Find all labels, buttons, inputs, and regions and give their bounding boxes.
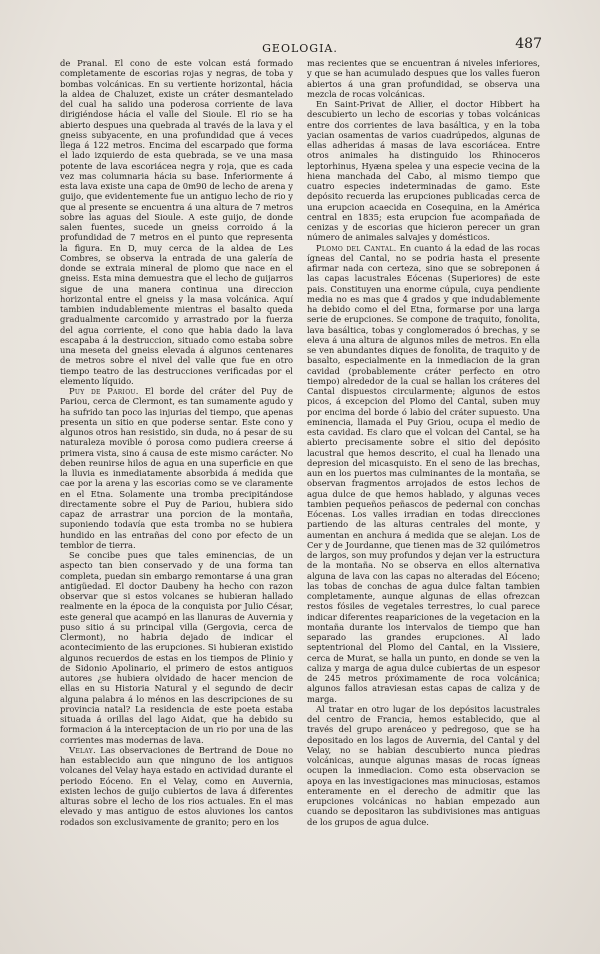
paragraph-text: El borde del cráter del Puy de Pariou, cerca de Clermont, es tan sumamente agudo y ha sufrido tan poco las injurias del tiempo, que apenas presenta un sitio en que poderse sentar. Este cono y algunos otros han resistido, sin duda, no á pesar de su naturaleza movible ó porosa como pudiera creerse á primera vista, sino á causa de este mismo carácter. No deben reunirse hilos de agua en una superficie en que la lluvia es inmediatamente absorbida á medida que cae por la arena y las escorias como se ve claramente en el Etna. Solamente una tromba precipitándose directamente sobre el Puy de Pariou, hubiera sido capaz de arrastrar una porcion de la montaña, suponiendo todavía que esta tromba no se hubiera hundido en las entrañas del cono por efecto de un temblor de tierra. [60,386,293,550]
page-number: 487 [515,36,542,52]
paragraph [60,550,293,745]
paragraph [307,704,540,827]
section-lead: Plomo del Cantal. [316,242,397,253]
section-lead: Velay. [69,744,96,755]
paragraph [307,58,540,99]
paragraph [307,243,540,704]
paragraph [60,58,293,386]
paragraph-text: Al tratar en otro lugar de los depósitos lacustrales del centro de Francia, hemos establecido, que al través del grupo arenáceo y pedregoso, que se ha depositado en los lagos de Auvernia, del Cantal y del Velay, no se habian descubierto nunca piedras volcánicas, aunque algunas masas de rocas ígneas ocupen la inmediacion. Como esta observacion se apoya en las investigaciones mas minuciosas, estamos enteramente en el derecho de admitir que las erupciones volcánicas no habian empezado aun cuando se depositaron las subdivisiones mas antiguas de los grupos de agua dulce. [307,703,540,827]
page-header [0,36,600,56]
paragraph-text: mas recientes que se encuentran á niveles inferiores, y que se han acumulado despues que los valles fueron abiertos á una gran profundidad, se observa una mezcla de rocas volcánicas. [307,58,540,99]
section-lead: Puy de Pariou. [69,386,139,396]
paragraph-text: Se concibe pues que tales eminencias, de un aspecto tan bien conservado y de una forma tan completa, puedan sin embargo remontarse á una gran antigüedad. El doctor Daubeny ha hecho con razon observar que si estos volcanes se hubieran hallado realmente en la época de la conquista por Julio César, este general que acampó en las llanuras de Auvernia y puso sitio á su principal villa (Gergovia, cerca de Clermont), no habria dejado de indicar el acontecimiento de las erupciones. Si hubieran existido algunos recuerdos de estas en los tiempos de Plinio y de Sidonio Apolinario, el primero de estos antiguos autores ¿se hubiera olvidado de hacer mencion de ellas en su Historia Natural y el segundo de decir alguna palabra á lo ménos en las descripciones de su provincia natal? La residencia de este poeta estaba situada á orillas del lago Aidat, que ha debido su formacion á la interceptacion de un rio por una de las corrientes mas modernas de lava. [60,550,293,745]
paragraph-text: En Saint-Privat de Allier, el doctor Hibbert ha descubierto un lecho de escorias y tobas volcánicas entre dos corrientes de lava basáltica, y en la toba yacian osamentas de varios cuadrúpedos, algunas de ellas adheridas á masas de lava escoriácea. Entre otros animales ha distinguido los Rhinoceros leptorhinus, Hyæna spelea y una especie vecina de la hiena manchada del Cabo, al mismo tiempo que cuatro especies indeterminadas de gamo. Este depósito recuerda las erupciones publicadas cerca de una erupcion acaecida en Cosequina, en la América central en 1835; esta erupcion fue acompañada de cenizas y de escorias que hicieron perecer un gran número de animales salvajes y domésticos. [307,99,540,243]
paragraph [307,99,540,243]
right-column [307,58,540,940]
paragraph-text: En cuanto á la edad de las rocas ígneas del Cantal, no se podria hasta el presente afirmar nada con certeza, sino que se sobreponen á las capas lacustrales Eócenas (Superiores) de este pais. Constituyen una enorme cúpula, cuya pendiente media no es mas que 4 grados y que indudablemente ha debido como el del Etna, formarse por una larga serie de erupciones. Se compone de traquito, fonolita, lava basáltica, tobas y conglomerados ó brechas, y se eleva á una altura de algunos miles de metros. En ella se ven abundantes diques de fonolita, de traquito y de basalto, especialmente en la inmediacion de la gran cavidad (probablemente cráter perfecto en otro tiempo) alrededor de la cual se hallan los cráteres del Cantal dispuestos circularmente; algunos de estos picos, á excepcion del Plomo del Cantal, suben muy por encima del borde ó labio del cráter supuesto. Una eminencia, llamada el Puy Griou, ocupa el medio de esta cavidad. Es claro que el volcan del Cantal, se ha abierto precisamente sobre el sitio del depósito lacustral que hemos descrito, el cual ha llenado una depresion del micasquisto. En el seno de las brechas, aun en los puertos mas culminantes de la montaña, se observan fragmentos arrojados de estos lechos de agua dulce de que hemos hablado, y algunas veces tambien pequeños peñascos de pedernal con conchas Eócenas. Los valles irradian en todas direcciones partiendo de las alturas centrales del monte, y aumentan en anchura á medida que se alejan. Los de Cer y de Jourdanne, que tienen mas de 32 quilómetros de largos, son muy profundos y dejan ver la estructura de la montaña. No se observa en ellos alternativa alguna de lava con las capas no alteradas del Eóceno; las tobas de conchas de agua dulce faltan tambien completamente, aunque algunas de ellas ofrezcan restos fósiles de vegetales terrestres, lo cual parece indicar diferentes reapariciones de la vegetacion en la montaña durante los intervalos de tiempo que han separado las grandes erupciones. Al lado septentrional del Plomo del Cantal, en la Vissiere, cerca de Murat, se halla un punto, en donde se ven la caliza y marga de agua dulce cubiertas de un espesor de 245 metros próximamente de roca volcánica; algunos fallos atraviesan estas capas de caliza y de marga. [307,242,540,704]
paragraph [60,386,293,550]
text-columns [60,58,540,940]
paragraph [60,745,293,827]
running-title: GEOLOGIA. [262,42,338,55]
paragraph-text: Las observaciones de Bertrand de Doue no han establecido aun que ninguno de los antiguos volcanes del Velay haya estado en actividad durante el periodo Eóceno. En el Velay, como en Auvernia, existen lechos de guijo cubiertos de lava á diferentes alturas sobre el lecho de los rios actuales. En el mas elevado y mas antiguo de estos aluviones los cantos rodados son exclusivamente de granito; pero en los [60,744,293,827]
left-column [60,58,293,940]
paragraph-text: de Pranal. El cono de este volcan está formado completamente de escorias rojas y negras, de toba y bombas volcánicas. En su vertiente horizontal, hácia la aldea de Chaluzet, existe un cráter desmantelado del cual ha salido una poderosa corriente de lava dirigiéndose hácia el valle del Sioule. El rio se ha abierto despues una quebrada al través de la lava y el gneiss subyacente, en una profundidad que á veces llega á 122 metros. Encima del escarpado que forma el lado izquierdo de esta quebrada, se ve una masa potente de lava escoriácea negra y roja, que es cada vez mas columnaria hácia su base. Inferiormente á esta lava existe una capa de 0m90 de lecho de arena y guijo, que evidentemente fue un antiguo lecho de rio y que al presente se encuentra á una altura de 7 metros sobre las aguas del Sioule. A este guijo, de donde salen fuentes, sucede un gneiss corroido á la profundidad de 7 metros en el punto que representa la figura. En D, muy cerca de la aldea de Les Combres, se observa la entrada de una galería de donde se extraia mineral de plomo que nace en el gneiss. Esta mina demuestra que el lecho de guijarros sigue de una manera continua una direccion horizontal entre el gneiss y la masa volcánica. Aquí tambien indudablemente mientras el basalto queda gradualmente carcomido y arrastrado por la fuerza del agua corriente, el cono que habia dado la lava escapaba á la destruccion, situado como estaba sobre una meseta del gneiss elevada á algunos centenares de metros sobre el nivel del valle que fue en otro tiempo teatro de las destrucciones verificadas por el elemento líquido. [60,58,293,386]
